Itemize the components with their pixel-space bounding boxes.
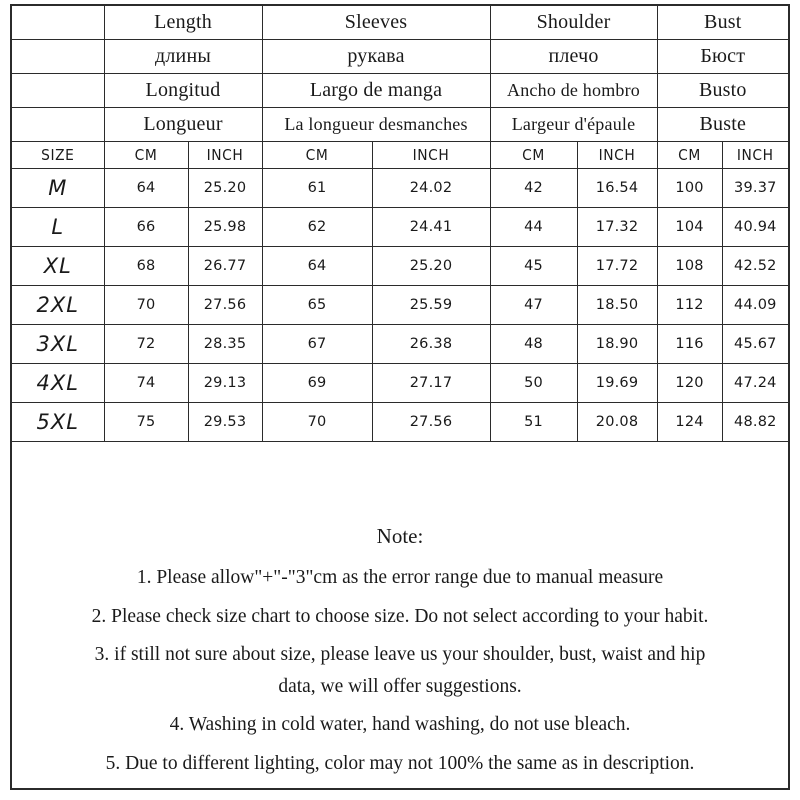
cell-sleeves-cm: 61 — [262, 169, 372, 208]
cell-bust-inch: 45.67 — [722, 325, 788, 364]
unit-header-size: SIZE — [16, 142, 101, 169]
header-length-fr: Longueur — [104, 108, 262, 142]
unit-header-sleeves-inch: INCH — [377, 142, 486, 169]
header-sleeves-es: Largo de manga — [262, 74, 490, 108]
header-row-english — [12, 6, 788, 40]
notes-title: Note: — [376, 524, 424, 548]
cell-shoulder-cm: 50 — [490, 364, 577, 403]
header-row-russian — [12, 40, 788, 74]
cell-shoulder-cm: 44 — [490, 208, 577, 247]
cell-sleeves-inch: 27.56 — [372, 403, 490, 442]
table-row — [12, 169, 788, 208]
cell-length-cm: 70 — [104, 286, 188, 325]
row-size-label: 2XL — [12, 286, 104, 325]
cell-sleeves-inch: 25.20 — [372, 247, 490, 286]
table-row — [12, 403, 788, 442]
row-size-label: XL — [12, 247, 104, 286]
note-line-3: 3. if still not sure about size, please leave us your shoulder, bust, waist and hip — [94, 644, 706, 665]
row-size-label: 4XL — [12, 364, 104, 403]
unit-header-length-cm: CM — [107, 142, 184, 169]
cell-sleeves-inch: 24.41 — [372, 208, 490, 247]
cell-length-cm: 64 — [104, 169, 188, 208]
row-size-label: L — [12, 208, 104, 247]
cell-sleeves-cm: 62 — [262, 208, 372, 247]
unit-header-shoulder-cm: CM — [493, 142, 573, 169]
cell-length-cm: 66 — [104, 208, 188, 247]
notes-section — [12, 524, 788, 773]
cell-bust-cm: 120 — [657, 364, 722, 403]
cell-bust-inch: 44.09 — [722, 286, 788, 325]
row-size-label: M — [12, 169, 104, 208]
size-chart-table — [12, 6, 788, 442]
unit-header-row — [12, 142, 788, 169]
cell-sleeves-inch: 27.17 — [372, 364, 490, 403]
cell-sleeves-inch: 26.38 — [372, 325, 490, 364]
cell-sleeves-cm: 70 — [262, 403, 372, 442]
header-blank-cell-english — [12, 6, 104, 40]
cell-length-inch: 25.98 — [188, 208, 262, 247]
header-bust-en: Bust — [657, 6, 788, 40]
header-sleeves-en: Sleeves — [262, 6, 490, 40]
cell-shoulder-cm: 48 — [490, 325, 577, 364]
size-chart-page — [10, 4, 790, 790]
header-row-spanish — [12, 74, 788, 108]
unit-header-sleeves-cm: CM — [266, 142, 367, 169]
header-shoulder-fr: Largeur d'épaule — [490, 108, 657, 142]
cell-shoulder-inch: 20.08 — [577, 403, 657, 442]
row-size-label: 3XL — [12, 325, 104, 364]
cell-bust-cm: 124 — [657, 403, 722, 442]
header-blank-cell-french — [12, 108, 104, 142]
cell-length-cm: 68 — [104, 247, 188, 286]
header-row-french — [12, 108, 788, 142]
table-row — [12, 364, 788, 403]
unit-header-length-inch: INCH — [191, 142, 259, 169]
table-row — [12, 208, 788, 247]
cell-sleeves-cm: 64 — [262, 247, 372, 286]
table-row — [12, 247, 788, 286]
cell-length-cm: 75 — [104, 403, 188, 442]
cell-bust-inch: 40.94 — [722, 208, 788, 247]
cell-length-inch: 26.77 — [188, 247, 262, 286]
header-length-en: Length — [104, 6, 262, 40]
header-bust-es: Busto — [657, 74, 788, 108]
note-line-1: 1. Please allow"+"-"3"cm as the error range due to manual measure — [136, 567, 664, 588]
note-line-5: 5. Due to different lighting, color may not 100% the same as in description. — [105, 752, 695, 774]
cell-shoulder-cm: 42 — [490, 169, 577, 208]
header-sleeves-fr: La longueur desmanches — [262, 108, 490, 142]
header-blank-cell-spanish — [12, 74, 104, 108]
cell-bust-inch: 48.82 — [722, 403, 788, 442]
note-line-2: 2. Please check size chart to choose size. Do not select according to your habit. — [91, 605, 709, 627]
unit-header-bust-inch: INCH — [725, 142, 786, 169]
note-line-4: 4. Washing in cold water, hand washing, do not use bleach. — [169, 714, 631, 735]
cell-shoulder-inch: 17.32 — [577, 208, 657, 247]
cell-shoulder-inch: 18.50 — [577, 286, 657, 325]
unit-header-bust-cm: CM — [660, 142, 720, 169]
header-bust-ru: Бюст — [657, 40, 788, 74]
cell-length-inch: 27.56 — [188, 286, 262, 325]
cell-sleeves-cm: 65 — [262, 286, 372, 325]
cell-length-inch: 29.53 — [188, 403, 262, 442]
cell-bust-cm: 100 — [657, 169, 722, 208]
header-bust-fr: Buste — [657, 108, 788, 142]
note-line-3-continued: data, we will offer suggestions. — [278, 675, 522, 697]
cell-bust-cm: 104 — [657, 208, 722, 247]
header-length-es: Longitud — [104, 74, 262, 108]
cell-bust-inch: 47.24 — [722, 364, 788, 403]
cell-length-cm: 72 — [104, 325, 188, 364]
cell-shoulder-inch: 19.69 — [577, 364, 657, 403]
cell-sleeves-inch: 24.02 — [372, 169, 490, 208]
cell-bust-cm: 112 — [657, 286, 722, 325]
cell-length-inch: 28.35 — [188, 325, 262, 364]
unit-header-shoulder-inch: INCH — [580, 142, 654, 169]
cell-sleeves-cm: 67 — [262, 325, 372, 364]
table-row — [12, 286, 788, 325]
cell-length-inch: 25.20 — [188, 169, 262, 208]
header-shoulder-en: Shoulder — [490, 6, 657, 40]
cell-shoulder-cm: 47 — [490, 286, 577, 325]
header-length-ru: длины — [104, 40, 262, 74]
table-row — [12, 325, 788, 364]
cell-bust-cm: 108 — [657, 247, 722, 286]
cell-sleeves-inch: 25.59 — [372, 286, 490, 325]
cell-shoulder-cm: 45 — [490, 247, 577, 286]
cell-shoulder-inch: 16.54 — [577, 169, 657, 208]
header-blank-cell-russian — [12, 40, 104, 74]
cell-bust-inch: 42.52 — [722, 247, 788, 286]
header-sleeves-ru: рукава — [262, 40, 490, 74]
cell-length-cm: 74 — [104, 364, 188, 403]
cell-shoulder-inch: 18.90 — [577, 325, 657, 364]
cell-length-inch: 29.13 — [188, 364, 262, 403]
cell-bust-cm: 116 — [657, 325, 722, 364]
row-size-label: 5XL — [12, 403, 104, 442]
cell-shoulder-cm: 51 — [490, 403, 577, 442]
header-shoulder-es: Ancho de hombro — [490, 74, 657, 108]
header-shoulder-ru: плечо — [490, 40, 657, 74]
cell-sleeves-cm: 69 — [262, 364, 372, 403]
cell-bust-inch: 39.37 — [722, 169, 788, 208]
cell-shoulder-inch: 17.72 — [577, 247, 657, 286]
